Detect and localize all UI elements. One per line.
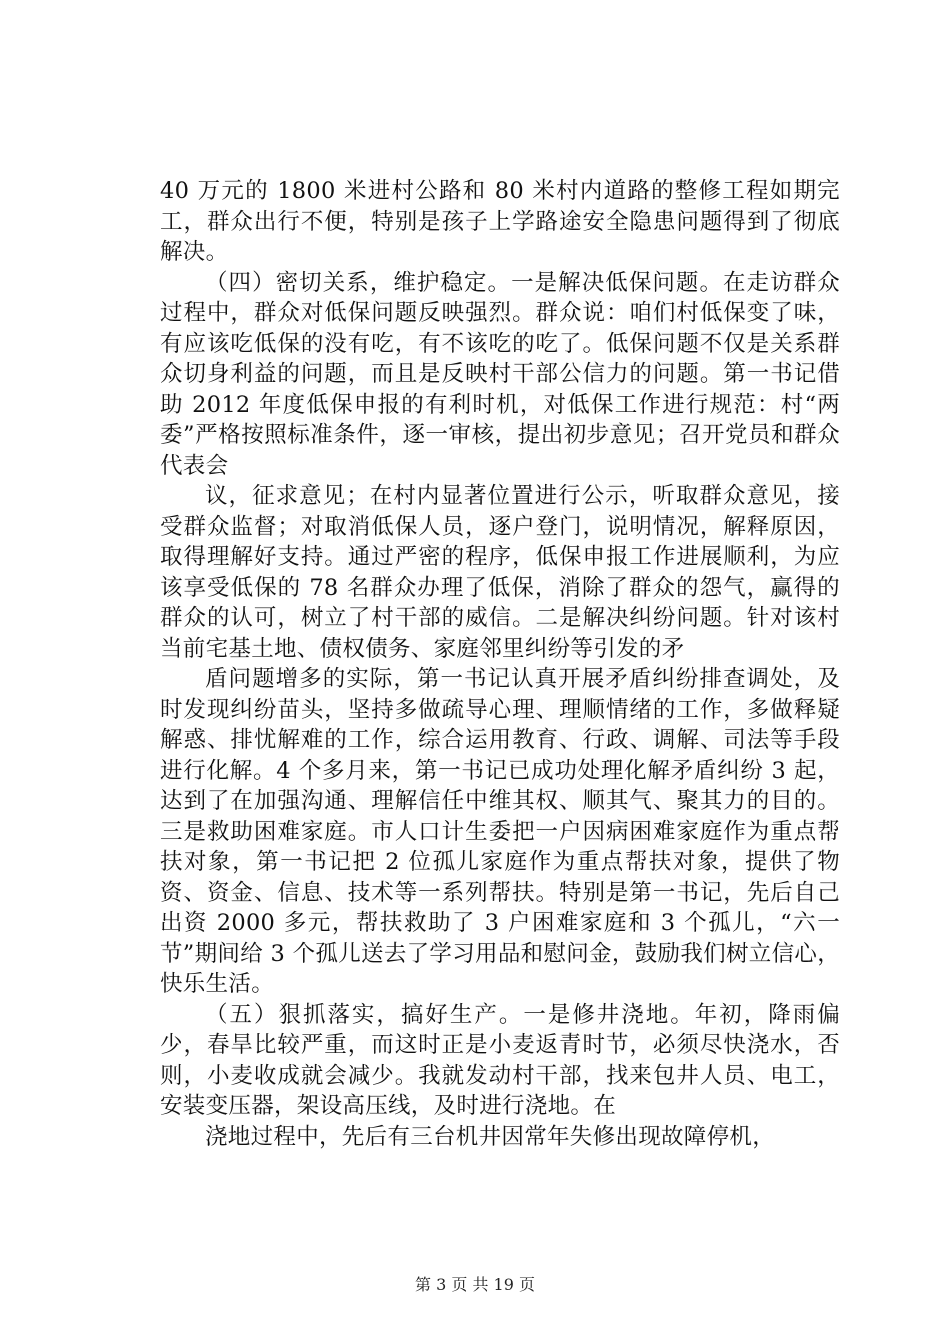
paragraph-3: 议，征求意见；在村内显著位置进行公示，听取群众意见，接受群众监督；对取消低保人员，逐户登门，说明情况，解释原因，取得理解好支持。通过严密的程序，低保申报工作进展顺利，为应该享受低保的 78 名群众办理了低保，消除了群众的怨气，赢得的群众的认可，树立了村干部的威信。二是解决纠纷问题。针对该村当前宅基土地、债权债务、家庭邻里纠纷等引发的矛 [160,483,840,662]
body-text [160,176,840,1152]
paragraph-1: 40 万元的 1800 米进村公路和 80 米村内道路的整修工程如期完工，群众出行不便，特别是孩子上学路途安全隐患问题得到了彻底解决。 [160,178,840,265]
paragraph-2: （四）密切关系，维护稳定。一是解决低保问题。在走访群众过程中，群众对低保问题反映强烈。群众说：咱们村低保变了味，有应该吃低保的没有吃，有不该吃的吃了。低保问题不仅是关系群众切身利益的问题，而且是反映村干部公信力的问题。第一书记借助 2012 年度低保申报的有利时机，对低保工作进行规范：村“两委”严格按照标准条件，逐一审核，提出初步意见；召开党员和群众代表会 [160,269,840,479]
page-footer: 第 3 页 共 19 页 [415,1275,535,1294]
paragraph-5: （五）狠抓落实，搞好生产。一是修井浇地。年初，降雨偏少，春旱比较严重，而这时正是小麦返青时节，必须尽快浇水，否则，小麦收成就会减少。我就发动村干部，找来包井人员、电工，安装变压器，架设高压线，及时进行浇地。在 [160,1001,840,1119]
paragraph-6: 浇地过程中，先后有三台机井因常年失修出现故障停机， [205,1123,776,1150]
paragraph-4: 盾问题增多的实际，第一书记认真开展矛盾纠纷排查调处，及时发现纠纷苗头，坚持多做疏导心理、理顺情绪的工作，多做释疑解惑、排忧解难的工作，综合运用教育、行政、调解、司法等手段进行化解。4 个多月来，第一书记已成功处理化解矛盾纠纷 3 起，达到了在加强沟通、理解信任中维其权、顺其气、聚其力的目的。三是救助困难家庭。市人口计生委把一户因病困难家庭作为重点帮扶对象，第一书记把 2 位孤儿家庭作为重点帮扶对象，提供了物资、资金、信息、技术等一系列帮扶。特别是第一书记，先后自己出资 2000 多元，帮扶救助了 3 户困难家庭和 3 个孤儿，“六一节”期间给 3 个孤儿送去了学习用品和慰问金，鼓励我们树立信心，快乐生活。 [160,666,840,997]
